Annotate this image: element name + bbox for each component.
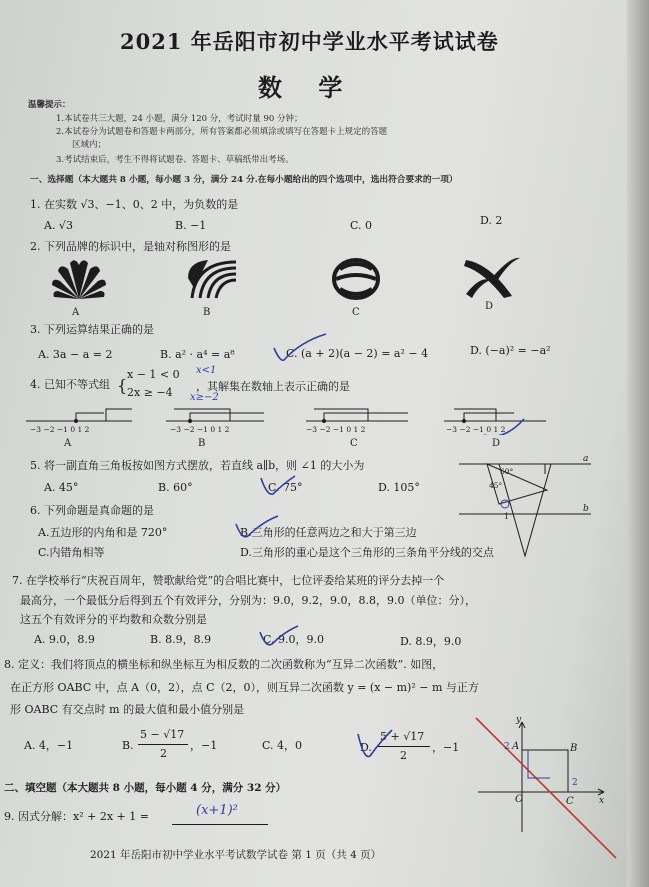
q1-option-a: A. √3 (44, 219, 73, 232)
exam-title: 2021 年岳阳市初中学业水平考试试卷 (120, 29, 499, 54)
q7-option-a: A. 9.0，8.9 (34, 633, 95, 646)
q3-option-d: D. (−a)² = −a² (470, 344, 551, 357)
q4-label-b: B (198, 438, 206, 449)
q8-option-c: C. 4，0 (262, 739, 303, 752)
q7-line1: 7. 在学校举行“庆祝百周年，赞歌献给党”的合唱比赛中，七位评委给某班的评分去掉一个 (12, 574, 445, 587)
q5-option-a: A. 45° (44, 481, 79, 494)
tip-2-cont: 区域内； (72, 140, 107, 150)
tips-heading: 温馨提示： (28, 100, 71, 110)
q8-line1: 8. 定义：我们将顶点的横坐标和纵坐标互为相反数的二次函数称为“互异二次函数”. 如图， (4, 658, 444, 671)
q4-line1: x − 1 < 0 (127, 368, 180, 381)
q8-fig-o: O (515, 794, 524, 805)
page-footer: 2021 年岳阳市初中学业水平考试数学试卷 第 1 页（共 4 页） (90, 849, 382, 861)
q5-fig-a: a (583, 454, 589, 464)
tip-3: 3.考试结束后，考生不得将试题卷、答题卡、草稿纸带出考场。 (56, 155, 294, 165)
q8-option-b-num: 5 − √17 (140, 728, 185, 741)
section-1-heading: 一、选择题（本大题共 8 小题，每小题 3 分，满分 24 分.在每小题给出的四个选项中，选出符合要求的一项） (30, 175, 458, 185)
q1-option-d: D. 2 (480, 214, 503, 227)
q5-fig-1: 1 (504, 512, 510, 521)
q6-option-c: C.内错角相等 (38, 546, 105, 559)
q5-option-c: C. 75° (268, 481, 303, 494)
q8-option-a: A. 4，−1 (24, 739, 74, 752)
logo-a-icon (48, 255, 110, 305)
q2-label-a: A (72, 307, 80, 318)
q3-stem: 3. 下列运算结果正确的是 (30, 323, 154, 336)
section-2-heading: 二、填空题（本大题共 8 小题，每小题 4 分，满分 32 分） (4, 782, 287, 794)
q3-option-b: B. a² · a⁴ = a⁸ (160, 348, 235, 361)
logo-c-icon (330, 255, 382, 303)
q5-fig-60: 60° (500, 467, 514, 476)
q7-option-d: D. 8.9，9.0 (400, 635, 462, 648)
q8-option-d-num: 5 + √17 (380, 730, 425, 743)
q9-answer-blank (172, 824, 268, 825)
q8-option-d-fraction-bar (378, 746, 430, 747)
q4-label-a: A (64, 438, 72, 449)
q5-option-b: B. 60° (158, 481, 193, 494)
q9-handwriting: (x+1)² (196, 803, 238, 818)
q7-line2: 最高分，一个最低分后得到五个有效评分，分别为：9.0，9.2，9.0，8.8，9.0（单位：分）， (20, 594, 476, 607)
q4-handwriting-1: x<1 (196, 365, 217, 376)
q2-label-d: D (485, 301, 494, 312)
q1-stem: 1. 在实数 √3、−1、0、2 中，为负数的是 (30, 198, 239, 211)
q4-label-c: C (350, 438, 358, 449)
tip-1: 1.本试卷共三大题，24 小题，满分 120 分，考试时量 90 分钟； (56, 114, 303, 124)
q9-stem: 9. 因式分解：x² + 2x + 1 = (4, 810, 149, 823)
q4-stem-suffix: ，其解集在数轴上表示正确的是 (196, 380, 350, 393)
q8-fig-b: B (570, 743, 578, 754)
q2-label-c: C (352, 307, 360, 318)
q4-ticks-a: −3 −2 −1 0 1 2 (30, 425, 90, 434)
q4-ticks-b: −3 −2 −1 0 1 2 (170, 425, 230, 434)
q6-option-d: D.三角形的重心是这个三角形的三条角平分线的交点 (240, 546, 494, 559)
q8-fig-y: y (516, 715, 522, 725)
q8-fig-x: x (599, 796, 605, 806)
paper-edge-shadow (627, 0, 649, 887)
q5-fig-45: 45° (489, 481, 503, 490)
q5-fig-b: b (583, 504, 589, 514)
q8-line3: 形 OABC 有交点时 m 的最大值和最小值分别是 (10, 703, 245, 716)
q4-label-d: D (492, 438, 501, 449)
q8-option-b-prefix: B. (122, 739, 134, 752)
q8-fig-2a: 2 (504, 742, 510, 752)
q3-option-a: A. 3a − a = 2 (38, 348, 113, 361)
q1-option-c: C. 0 (350, 219, 373, 232)
q4-handwriting-2: x≥−2 (190, 392, 219, 403)
q8-option-b-fraction-bar (138, 744, 188, 745)
q4-brace: { (117, 376, 128, 395)
q3-option-c: C. (a + 2)(a − 2) = a² − 4 (286, 347, 429, 360)
q4-stem-prefix: 4. 已知不等式组 (30, 378, 110, 391)
q4-ticks-d: −3 −2 −1 0 1 2 (446, 425, 506, 434)
q4-ticks-c: −3 −2 −1 0 1 2 (306, 425, 366, 434)
q7-line3: 这五个有效评分的平均数和众数分别是 (20, 613, 207, 626)
logo-d-icon (460, 252, 522, 300)
q7-option-c: C. 9.0，9.0 (263, 633, 325, 646)
q8-option-d-suffix: ，−1 (432, 741, 460, 754)
q2-label-b: B (203, 307, 211, 318)
q8-fig-a: A (512, 741, 520, 752)
q7-option-b: B. 8.9，8.9 (150, 633, 212, 646)
q4-line2: 2x ≥ −4 (127, 386, 173, 399)
q2-stem: 2. 下列品牌的标识中，是轴对称图形的是 (30, 240, 231, 253)
q8-fig-c: C (566, 796, 574, 807)
q8-fig-2c: 2 (572, 778, 578, 788)
q5-stem: 5. 将一副直角三角板按如图方式摆放，若直线 a∥b，则 ∠1 的大小为 (30, 459, 365, 472)
q8-option-d-prefix: D. (360, 741, 372, 754)
q5-option-d: D. 105° (378, 481, 420, 494)
tip-2: 2.本试卷分为试题卷和答题卡两部分，所有答案都必须填涂或填写在答题卡上规定的答题 (56, 127, 388, 137)
q8-option-b-suffix: ，−1 (190, 739, 218, 752)
q6-option-b: B.三角形的任意两边之和大于第三边 (240, 526, 417, 539)
q6-stem: 6. 下列命题是真命题的是 (30, 504, 154, 517)
q8-line2: 在正方形 OABC 中，点 A（0，2），点 C（2，0），则互异二次函数 y = (x − m)² − m 与正方 (10, 681, 479, 694)
q1-option-b: B. −1 (175, 219, 207, 232)
subject-title: 数 学 (258, 73, 357, 102)
q8-figure (470, 712, 620, 862)
q8-option-b-den: 2 (160, 747, 167, 760)
logo-b-icon (184, 258, 240, 302)
q8-option-d-den: 2 (400, 749, 407, 762)
q6-option-a: A.五边形的内角和是 720° (38, 526, 168, 539)
